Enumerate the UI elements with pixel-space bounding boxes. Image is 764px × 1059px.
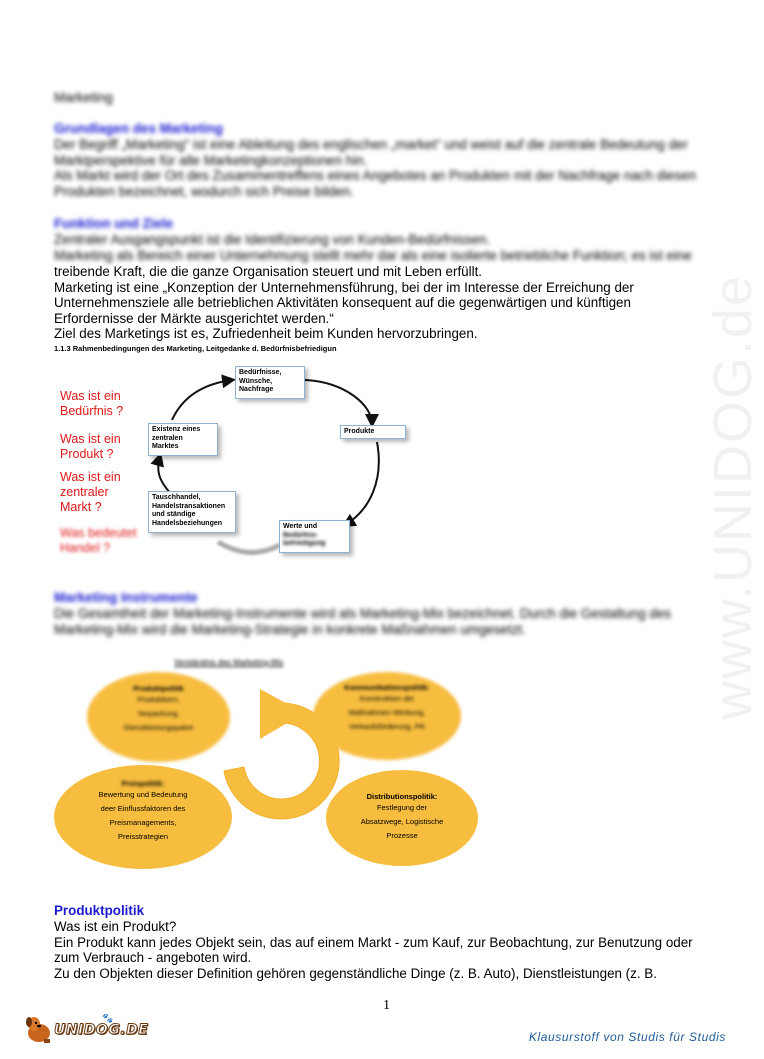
text-line: Zentraler Ausgangspunkt ist die Identifizierung von Kunden-Bedürfnissen. bbox=[54, 232, 491, 247]
box-line: Handelstransaktionen bbox=[152, 502, 226, 510]
section-text-produktpolitik bbox=[54, 919, 734, 981]
ellipse-line: Bewertung und Bedeutung bbox=[98, 790, 188, 799]
ellipse-line: deer Einflussfaktoren des bbox=[100, 804, 186, 813]
arrow-values-to-trade bbox=[218, 542, 280, 552]
ellipse-line: Preisstrategien bbox=[117, 832, 169, 841]
logo-text: UNIDOG.DE bbox=[54, 1022, 149, 1038]
ellipse-line: Prozesse bbox=[386, 831, 418, 840]
box-line: Handelsbeziehungen bbox=[152, 519, 223, 527]
ellipse-line: Preismanagements, bbox=[109, 818, 177, 827]
text-line: Ein Produkt kann jedes Objekt sein, das auf einem Markt - zum Kauf, zur Beobachtung, zur Benutzung oder bbox=[54, 934, 693, 950]
question-line: Was ist ein bbox=[60, 432, 121, 446]
mix-figure-title: Verständnis des Marketing-Mix bbox=[174, 658, 284, 667]
ellipse-line: Verpackung, bbox=[137, 709, 180, 718]
question-handel bbox=[60, 526, 137, 556]
section-text-grundlagen bbox=[54, 137, 724, 199]
text-line: Ziel des Marketings ist es, Zufriedenheit beim Kunden hervorzubringen. bbox=[54, 326, 478, 342]
distribution-policy-ellipse bbox=[326, 770, 478, 866]
ellipse-title: Produktpolitik bbox=[133, 684, 184, 693]
question-line: zentraler bbox=[60, 485, 109, 499]
text-line: Zu den Objekten dieser Definition gehören gegenständliche Dinge (z. B. Auto), Dienstleistungen (z. B. bbox=[54, 965, 657, 981]
text-line: Was ist ein Produkt? bbox=[54, 919, 177, 934]
section-text-funktion-blurred bbox=[54, 232, 724, 263]
question-line: Was bedeutet bbox=[60, 526, 137, 540]
price-policy-ellipse bbox=[54, 765, 232, 869]
box-line: Wünsche, bbox=[239, 377, 273, 385]
text-line: Der Begriff „Marketing“ ist eine Ableitung des englischen „market“ und weist auf die zentrale Bedeutung der bbox=[54, 137, 688, 152]
question-line: Produkt ? bbox=[60, 447, 114, 461]
page-number: 1 bbox=[383, 998, 390, 1013]
box-needs bbox=[235, 366, 305, 399]
text-line: zum Verbrauch - angeboten wird. bbox=[54, 950, 252, 966]
text-line: Produkten bezeichnet, wodurch sich Preise bilden. bbox=[54, 183, 354, 199]
question-beduerfnis bbox=[60, 389, 123, 419]
section-heading-funktion: Funktion und Ziele bbox=[54, 216, 174, 231]
ellipse-title: Kommunikationspolitik: bbox=[344, 683, 430, 692]
arrow-needs-to-products bbox=[305, 380, 372, 424]
text-line: Erfordernisse der Märkte ausgerichtet werden.“ bbox=[54, 310, 334, 326]
section-heading-grundlagen: Grundlagen des Marketing bbox=[54, 121, 223, 136]
text-line: treibende Kraft, die die ganze Organisation steuert und mit Leben erfüllt. bbox=[54, 264, 483, 279]
arrow-market-to-needs bbox=[172, 380, 232, 420]
figure-caption: 1.1.3 Rahmenbedingungen des Marketing, Leitgedanke d. Bedürfnisbefriedigun bbox=[54, 344, 337, 353]
box-market bbox=[148, 423, 218, 456]
box-line: Produkte bbox=[344, 428, 375, 435]
arrow-products-to-values bbox=[345, 442, 379, 525]
ellipse-title: Distributionspolitik: bbox=[366, 792, 438, 801]
question-markt bbox=[60, 470, 121, 515]
text-line: Unternehmensziele alle betrieblichen Aktivitäten konsequent auf die gegenwärtigen und künftigen bbox=[54, 295, 631, 311]
text-line: Marketing als Bereich einer Unternehmung stellt mehr dar als eine isolierte betriebliche Funktion; es ist eine bbox=[54, 247, 692, 263]
question-line: Markt ? bbox=[60, 500, 102, 514]
box-line: Bedürfnis- bbox=[283, 531, 318, 539]
text-line: Als Markt wird der Ort des Zusammentreffens eines Angebotes an Produkten mit der Nachfrage nach diesen bbox=[54, 168, 697, 184]
box-line: zentralen bbox=[152, 434, 183, 442]
paw-icon: 🐾 bbox=[102, 1013, 114, 1023]
page-title: Marketing bbox=[54, 90, 113, 105]
product-policy-ellipse bbox=[87, 672, 230, 762]
text-line: Marktperspektive für alle Marketingkonzeptionen hin. bbox=[54, 152, 368, 168]
box-line: Tauschhandel, bbox=[152, 494, 201, 501]
ellipse-line: Verkaufsförderung, PR bbox=[349, 722, 425, 731]
section-heading-produktpolitik: Produktpolitik bbox=[54, 903, 145, 918]
question-line: Handel ? bbox=[60, 541, 111, 555]
question-line: Was ist ein bbox=[60, 470, 121, 484]
section-text-instrumente bbox=[54, 606, 734, 637]
section-heading-instrumente: Marketing Instrumente bbox=[54, 590, 198, 605]
box-line: Existenz eines bbox=[152, 426, 201, 433]
text-line: Die Gesamtheit der Marketing-Instrumente wird als Marketing-Mix bezeichnet. Durch die Gestaltung des bbox=[54, 606, 671, 621]
box-line: Nachfrage bbox=[239, 386, 274, 393]
box-line: Marktes bbox=[152, 443, 179, 450]
dog-icon bbox=[22, 1013, 56, 1045]
ellipse-line: Maßnahmen Werbung, bbox=[348, 708, 426, 717]
box-values bbox=[279, 520, 350, 553]
section-text-funktion bbox=[54, 264, 734, 342]
communication-policy-ellipse bbox=[313, 672, 461, 760]
arrow-trade-to-market bbox=[158, 456, 172, 495]
box-line: Bedürfnisse, bbox=[239, 369, 282, 376]
ellipse-line: Konstruktion der bbox=[359, 694, 415, 703]
box-line: Werte und bbox=[283, 523, 318, 530]
text-line: Marketing-Mix wird die Marketing-Strategie in konkrete Maßnahmen umgesetzt. bbox=[54, 621, 526, 637]
watermark: www.UNIDOG.de bbox=[703, 273, 763, 720]
text-line: Marketing ist eine „Konzeption der Unternehmensführung, bei der im Interesse der Erreichung der bbox=[54, 279, 634, 295]
ellipse-line: Produktkern, bbox=[137, 695, 180, 704]
box-line: befriedigung bbox=[283, 540, 326, 547]
ellipse-line: Absatzwege, Logistische bbox=[360, 817, 444, 826]
ellipse-line: Festlegung der bbox=[376, 803, 428, 812]
ellipse-title: Preispolitik: bbox=[121, 779, 165, 788]
footer-tagline: Klausurstoff von Studis für Studis bbox=[528, 1030, 726, 1044]
footer-logo[interactable] bbox=[22, 1013, 152, 1045]
box-trade bbox=[148, 491, 236, 533]
box-line: und ständige bbox=[152, 511, 196, 518]
box-products bbox=[340, 425, 406, 439]
question-line: Was ist ein bbox=[60, 389, 121, 403]
question-line: Bedürfnis ? bbox=[60, 404, 124, 418]
question-produkt bbox=[60, 432, 121, 462]
ellipse-line: Dienstleistungspaket bbox=[123, 723, 194, 732]
